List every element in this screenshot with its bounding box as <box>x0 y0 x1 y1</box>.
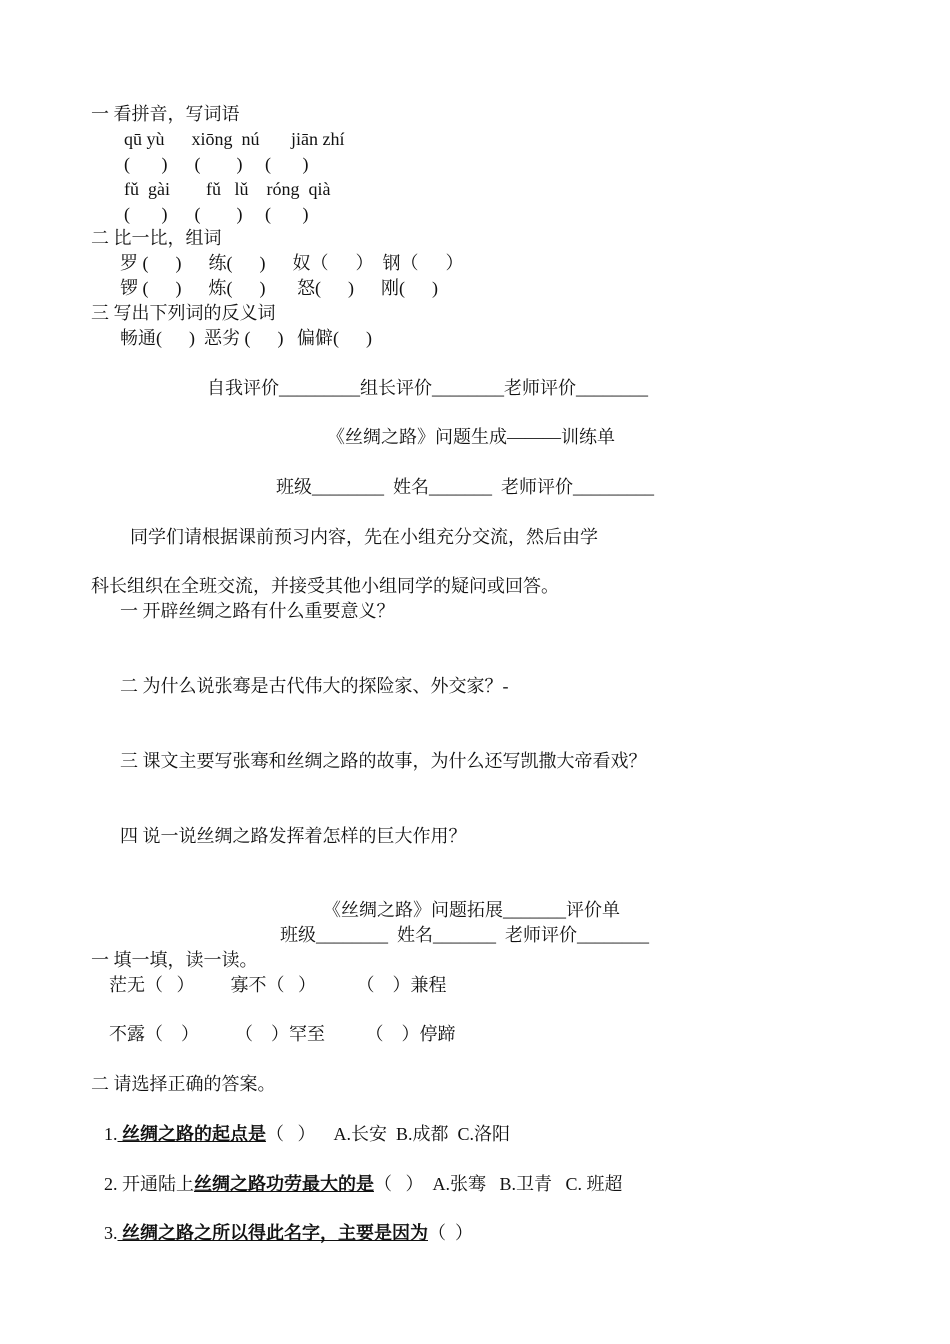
intro-line-2: 科长组织在全班交流，并接受其他小组同学的疑问或回答。 <box>91 576 559 596</box>
choice-question-2 <box>104 1173 623 1195</box>
choice-3-options: （ ） <box>428 1223 473 1243</box>
choice-heading: 二 请选择正确的答案。 <box>91 1074 276 1094</box>
choice-question-3 <box>104 1222 473 1244</box>
section2-heading: 二 比一比，组词 <box>91 228 222 248</box>
question-1: 一 开辟丝绸之路有什么重要意义？ <box>120 601 395 621</box>
pinyin-row-2: fǔ gài fǔ lǔ róng qià <box>124 179 331 199</box>
choice-3-stem: 丝绸之路之所以得此名字，主要是因为 <box>117 1223 428 1243</box>
intro-line-1: 同学们请根据课前预习内容，先在小组充分交流，然后由学 <box>130 527 598 547</box>
compare-row-1: 罗 ( ) 练( ) 奴（ ） 钢（ ） <box>120 253 464 273</box>
fill-row-1: 茫无（ ） 寡不（ ） （ ）兼程 <box>109 975 447 995</box>
blank-row-1: ( ) ( ) ( ) <box>124 154 309 174</box>
fill-row-2: 不露（ ） （ ）罕至 （ ）停蹄 <box>109 1024 456 1044</box>
worksheet2-info: 班级________ 姓名_______ 老师评价________ <box>280 925 649 945</box>
blank-row-2: ( ) ( ) ( ) <box>124 204 309 224</box>
question-2: 二 为什么说张骞是古代伟大的探险家、外交家？- <box>120 676 509 696</box>
choice-2-prefix: 2. 开通陆上 <box>104 1174 194 1194</box>
choice-2-stem: 丝绸之路功劳最大的是 <box>194 1174 374 1194</box>
question-4: 四 说一说丝绸之路发挥着怎样的巨大作用？ <box>120 826 467 846</box>
evaluation-line: 自我评价_________组长评价________老师评价________ <box>207 378 648 398</box>
choice-2-options: （ ） A.张骞 B.卫青 C. 班超 <box>374 1174 623 1194</box>
pinyin-row-1: qū yù xiōng nú jiān zhí <box>124 129 345 149</box>
choice-question-1 <box>104 1123 510 1145</box>
worksheet1-title: 《丝绸之路》问题生成———训练单 <box>327 427 615 447</box>
section3-heading: 三 写出下列词的反义词 <box>91 303 276 323</box>
compare-row-2: 锣 ( ) 炼( ) 怒( ) 刚( ) <box>120 278 438 298</box>
fill-heading: 一 填一填，读一读。 <box>91 950 258 970</box>
choice-1-options: （ ） A.长安 B.成都 C.洛阳 <box>266 1124 511 1144</box>
choice-1-number: 1. <box>104 1124 118 1144</box>
antonym-row: 畅通( ) 恶劣 ( ) 偏僻( ) <box>120 328 372 348</box>
choice-3-number: 3. <box>104 1223 118 1243</box>
question-3: 三 课文主要写张骞和丝绸之路的故事，为什么还写凯撒大帝看戏？ <box>120 751 647 771</box>
worksheet2-title: 《丝绸之路》问题拓展_______评价单 <box>323 900 620 920</box>
section1-heading: 一 看拼音，写词语 <box>91 104 240 124</box>
worksheet1-info: 班级________ 姓名_______ 老师评价_________ <box>276 477 654 497</box>
choice-1-stem: 丝绸之路的起点是 <box>117 1124 266 1144</box>
